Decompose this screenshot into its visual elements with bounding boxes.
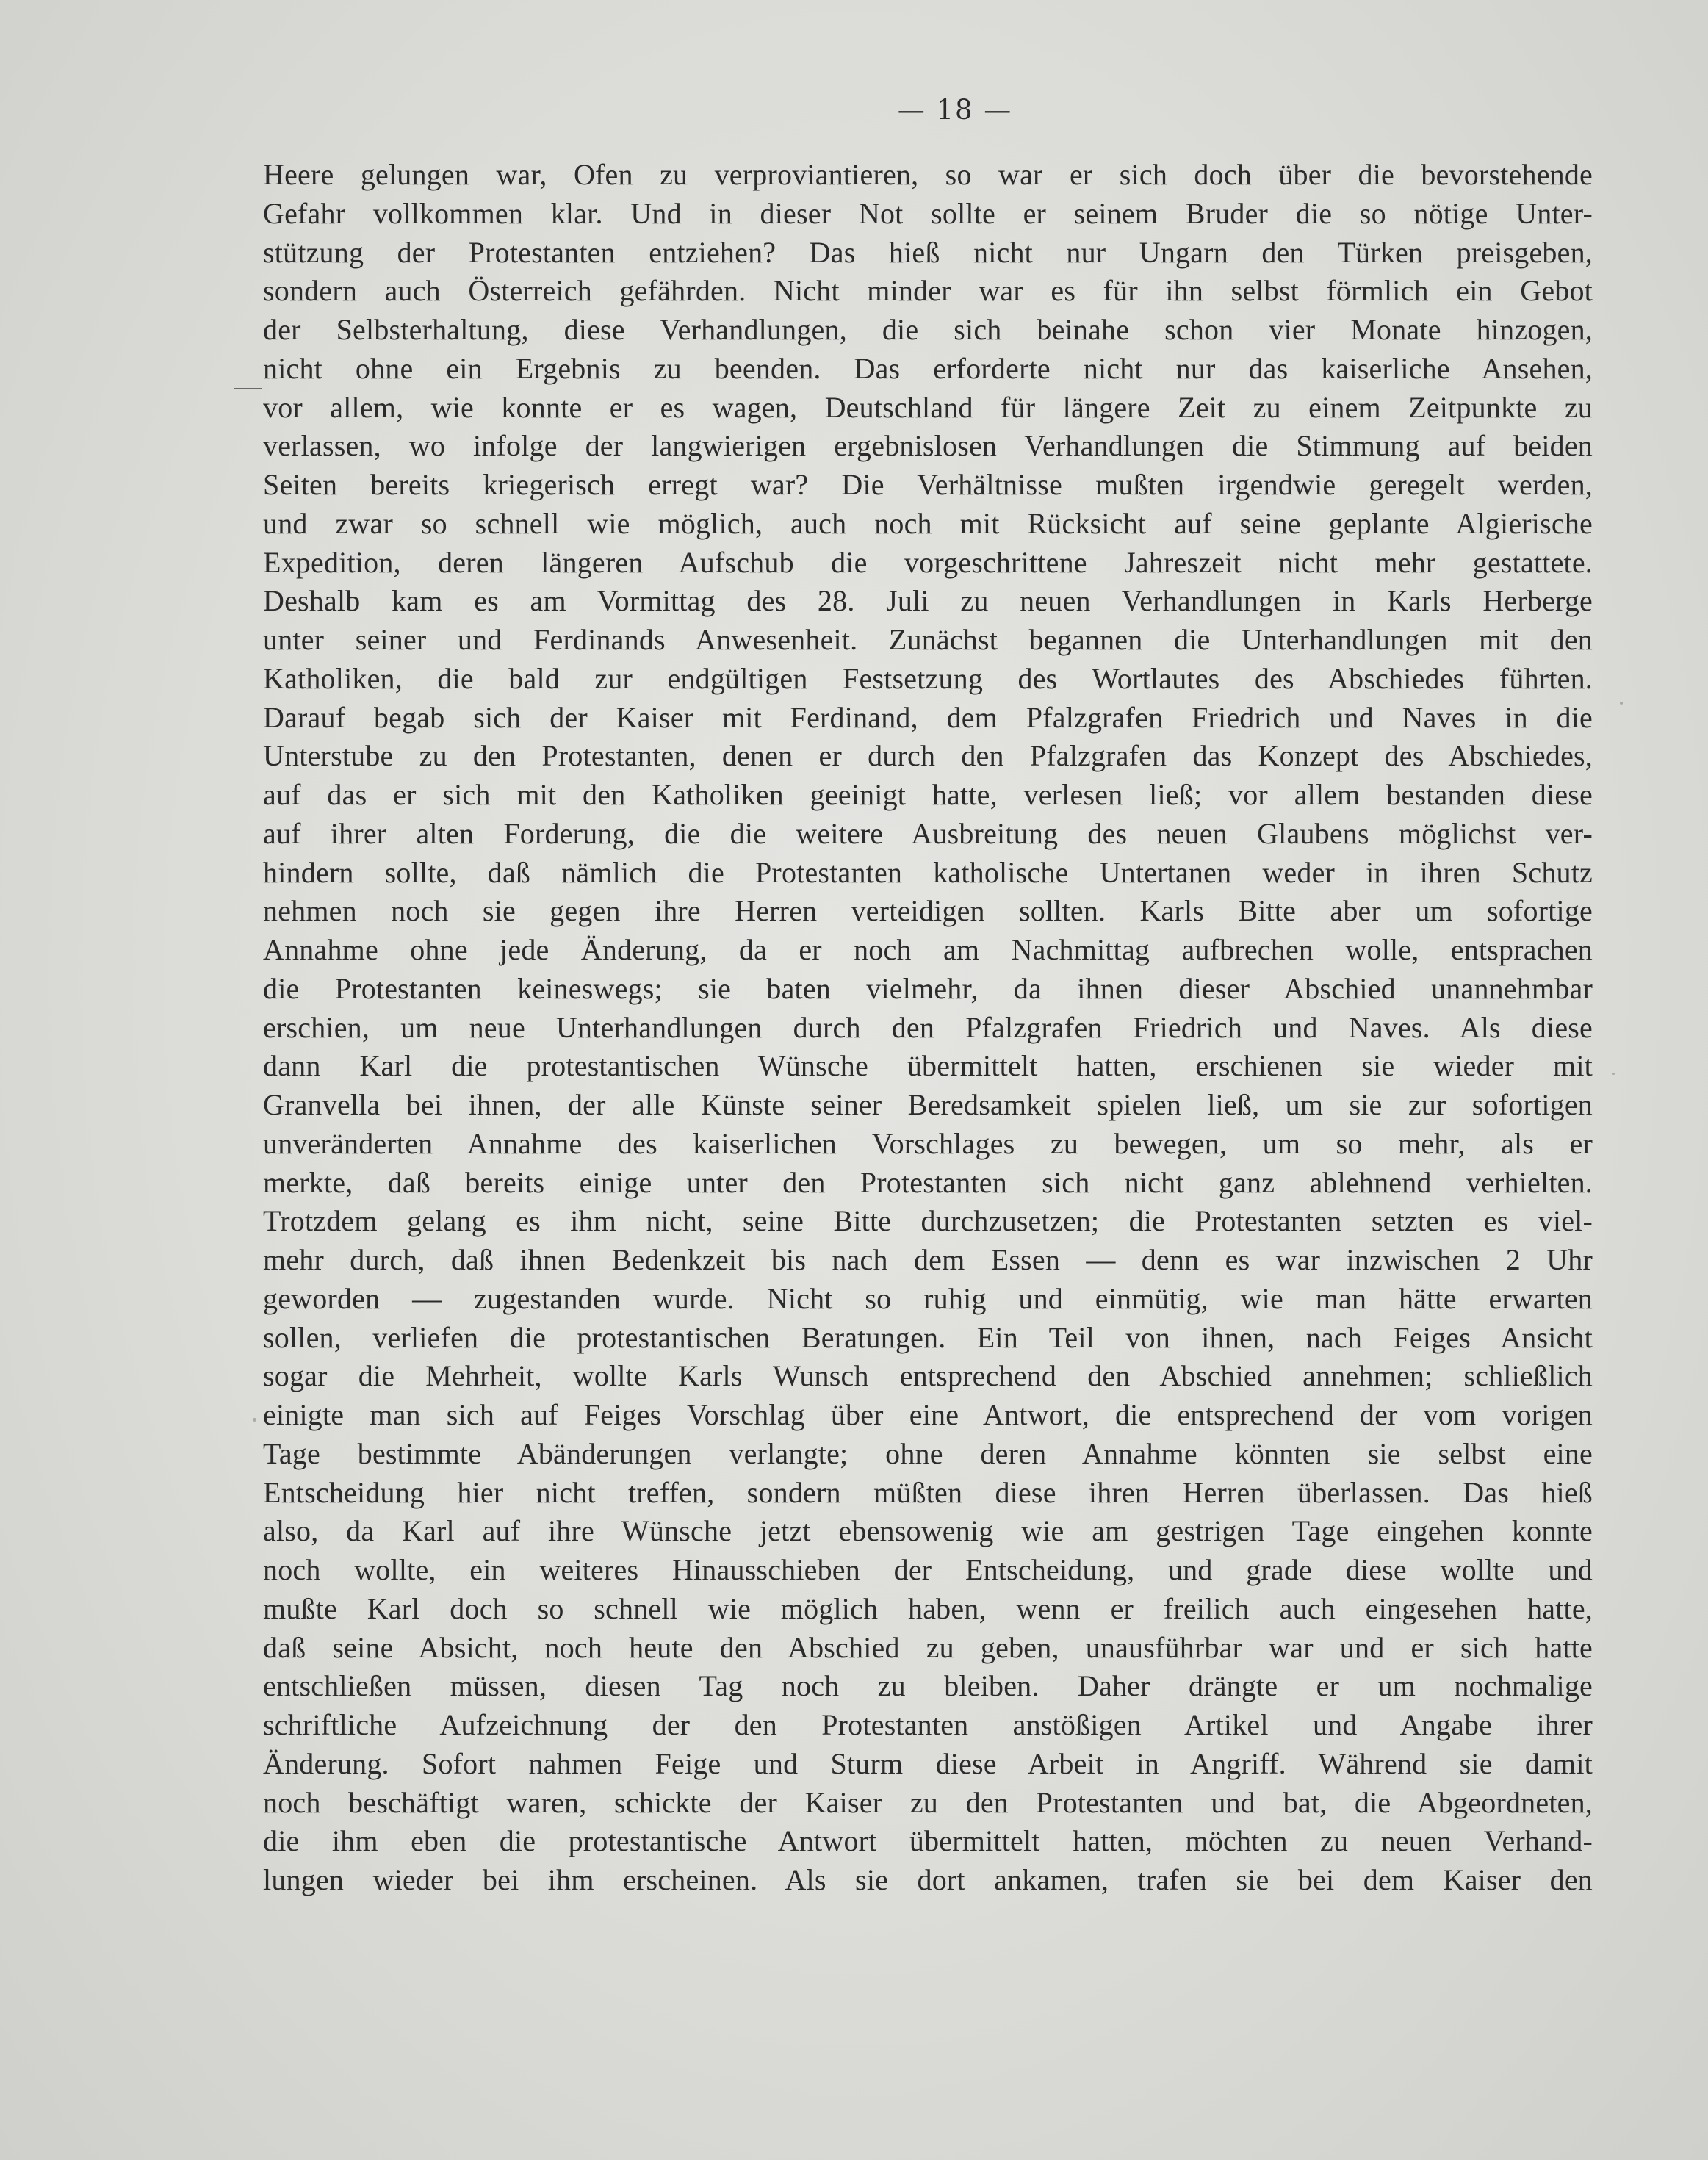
text-line: sollen, verliefen die protestantischen Beratungen. Ein Teil von ihnen, nach Feiges Ansicht: [263, 1320, 1593, 1354]
text-line: lungen wieder bei ihm erscheinen. Als sie dort ankamen, trafen sie bei dem Kaiser den: [263, 1863, 1593, 1896]
text-line: Heere gelungen war, Ofen zu verproviantieren, so war er sich doch über die bevorstehende: [263, 158, 1593, 191]
text-line: sondern auch Österreich gefährden. Nicht minder war es für ihn selbst förmlich ein Gebot: [263, 274, 1593, 308]
text-line: geworden — zugestanden wurde. Nicht so ruhig und einmütig, wie man hätte erwarten: [263, 1281, 1593, 1315]
text-line: merkte, daß bereits einige unter den Protestanten sich nicht ganz ablehnend verhielten.: [263, 1165, 1593, 1199]
body-text: [263, 156, 1593, 1900]
text-line: mußte Karl doch so schnell wie möglich haben, wenn er freilich auch eingesehen hatte,: [263, 1591, 1593, 1625]
text-line: die Protestanten keineswegs; sie baten vielmehr, da ihnen dieser Abschied unannehmbar: [263, 971, 1593, 1005]
scan-speck: [253, 1418, 256, 1422]
text-line: mehr durch, daß ihnen Bedenkzeit bis nach dem Essen — denn es war inzwischen 2 Uhr: [263, 1243, 1593, 1276]
page-number: — 18 —: [897, 94, 1013, 126]
text-line: Katholiken, die bald zur endgültigen Festsetzung des Wortlautes des Abschiedes führten.: [263, 661, 1593, 695]
text-line: noch beschäftigt waren, schickte der Kaiser zu den Protestanten und bat, die Abgeordneten,: [263, 1785, 1593, 1819]
text-line: also, da Karl auf ihre Wünsche jetzt ebensowenig wie am gestrigen Tage eingehen konnte: [263, 1514, 1593, 1548]
text-line: schriftliche Aufzeichnung der den Protestanten anstößigen Artikel und Angabe ihrer: [263, 1708, 1593, 1741]
scan-speck: [1612, 1073, 1615, 1075]
text-line: Tage bestimmte Abänderungen verlangte; ohne deren Annahme könnten sie selbst eine: [263, 1436, 1593, 1470]
text-line: Annahme ohne jede Änderung, da er noch am Nachmittag aufbrechen wolle, entsprachen: [263, 933, 1593, 966]
text-line: Gefahr vollkommen klar. Und in dieser Not sollte er seinem Bruder die so nötige Unter-: [263, 196, 1593, 230]
text-line: noch wollte, ein weiteres Hinausschieben der Entscheidung, und grade diese wollte und: [263, 1553, 1593, 1586]
text-line: entschließen müssen, diesen Tag noch zu bleiben. Daher drängte er um nochmalige: [263, 1669, 1593, 1703]
text-line: erschien, um neue Unterhandlungen durch den Pfalzgrafen Friedrich und Naves. Als diese: [263, 1010, 1593, 1044]
text-line: Expedition, deren längeren Aufschub die vorgeschrittene Jahreszeit nicht mehr gestattete.: [263, 545, 1593, 579]
text-line: auf das er sich mit den Katholiken geeinigt hatte, verlesen ließ; vor allem bestanden diese: [263, 778, 1593, 811]
text-line: nicht ohne ein Ergebnis zu beenden. Das erforderte nicht nur das kaiserliche Ansehen,: [263, 351, 1593, 385]
text-line: Unterstube zu den Protestanten, denen er durch den Pfalzgrafen das Konzept des Abschiedes,: [263, 739, 1593, 773]
text-line: unveränderten Annahme des kaiserlichen Vorschlages zu bewegen, um so mehr, als er: [263, 1126, 1593, 1160]
text-line: Trotzdem gelang es ihm nicht, seine Bitte durchzusetzen; die Protestanten setzten es viel-: [263, 1204, 1593, 1238]
text-line: hindern sollte, daß nämlich die Protestanten katholische Untertanen weder in ihren Schutz: [263, 855, 1593, 889]
text-line: und zwar so schnell wie möglich, auch noch mit Rücksicht auf seine geplante Algierische: [263, 506, 1593, 540]
margin-scan-mark: [234, 388, 262, 389]
text-line: die ihm eben die protestantische Antwort übermittelt hatten, möchten zu neuen Verhand-: [263, 1824, 1593, 1858]
text-line: dann Karl die protestantischen Wünsche übermittelt hatten, erschienen sie wieder mit: [263, 1049, 1593, 1083]
text-line: verlassen, wo infolge der langwierigen ergebnislosen Verhandlungen die Stimmung auf beiden: [263, 429, 1593, 463]
text-line: Entscheidung hier nicht treffen, sondern müßten diese ihren Herren überlassen. Das hieß: [263, 1475, 1593, 1509]
text-line: der Selbsterhaltung, diese Verhandlungen, die sich beinahe schon vier Monate hinzogen,: [263, 313, 1593, 346]
text-line: Darauf begab sich der Kaiser mit Ferdinand, dem Pfalzgrafen Friedrich und Naves in die: [263, 700, 1593, 734]
text-line: Deshalb kam es am Vormittag des 28. Juli zu neuen Verhandlungen in Karls Herberge: [263, 584, 1593, 618]
text-line: nehmen noch sie gegen ihre Herren verteidigen sollten. Karls Bitte aber um sofortige: [263, 894, 1593, 928]
text-line: daß seine Absicht, noch heute den Abschied zu geben, unausführbar war und er sich hatte: [263, 1630, 1593, 1664]
text-line: Änderung. Sofort nahmen Feige und Sturm diese Arbeit in Angriff. Während sie damit: [263, 1746, 1593, 1780]
text-line: auf ihrer alten Forderung, die die weitere Ausbreitung des neuen Glaubens möglichst ver-: [263, 816, 1593, 850]
text-line: sogar die Mehrheit, wollte Karls Wunsch entsprechend den Abschied annehmen; schließlich: [263, 1359, 1593, 1393]
text-line: unter seiner und Ferdinands Anwesenheit. Zunächst begannen die Unterhandlungen mit den: [263, 623, 1593, 656]
text-line: vor allem, wie konnte er es wagen, Deutschland für längere Zeit zu einem Zeitpunkte zu: [263, 390, 1593, 424]
text-line: stützung der Protestanten entziehen? Das hieß nicht nur Ungarn den Türken preisgeben,: [263, 235, 1593, 269]
scan-speck: [1620, 702, 1623, 705]
text-line: Granvella bei ihnen, der alle Künste seiner Beredsamkeit spielen ließ, um sie zur sofortigen: [263, 1088, 1593, 1121]
text-line: einigte man sich auf Feiges Vorschlag über eine Antwort, die entsprechend der vom vorigen: [263, 1398, 1593, 1431]
text-line: Seiten bereits kriegerisch erregt war? Die Verhältnisse mußten irgendwie geregelt werden,: [263, 468, 1593, 501]
